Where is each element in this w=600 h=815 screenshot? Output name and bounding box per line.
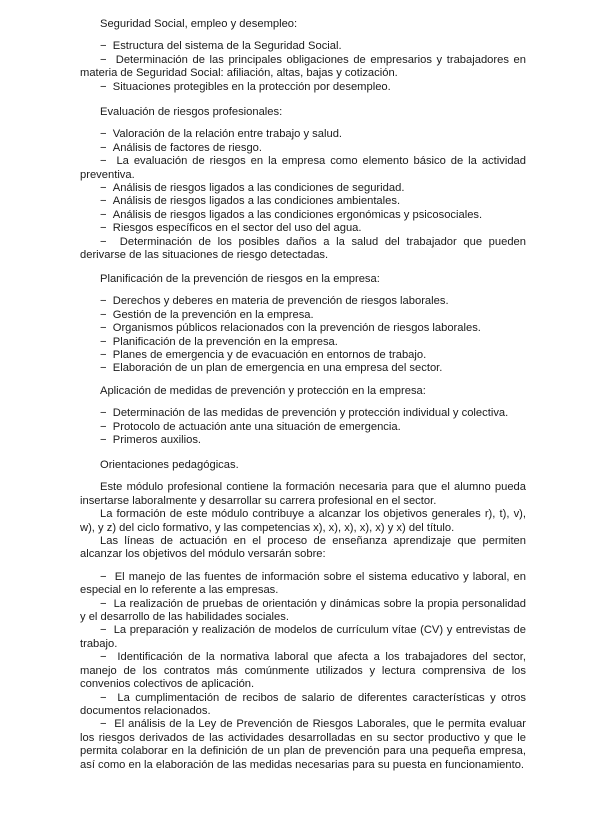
list-item: − Valoración de la relación entre trabajo y salud. bbox=[80, 128, 526, 141]
list-item: − Análisis de factores de riesgo. bbox=[80, 142, 526, 155]
paragraph: La formación de este módulo contribuye a alcanzar los objetivos generales r), t), v), w), y z) del ciclo formativo, y las competencias x), x), x), x), x) y x) del título. bbox=[80, 508, 526, 534]
list-item: − Primeros auxilios. bbox=[80, 434, 526, 447]
list-item: − Derechos y deberes en materia de prevención de riesgos laborales. bbox=[80, 295, 526, 308]
list-item: − La preparación y realización de modelos de currículum vítae (CV) y entrevistas de trabajo. bbox=[80, 624, 526, 651]
bullet-list bbox=[80, 295, 526, 375]
section-planificacion bbox=[80, 273, 526, 376]
section-seguridad-social bbox=[80, 18, 526, 94]
section-orientaciones bbox=[80, 459, 526, 772]
list-item: − Situaciones protegibles en la protección por desempleo. bbox=[80, 81, 526, 94]
list-item: − Determinación de las principales obligaciones de empresarios y trabajadores en materia de Seguridad Social: afiliación, altas, bajas y cotización. bbox=[80, 54, 526, 81]
list-item: − Análisis de riesgos ligados a las condiciones ambientales. bbox=[80, 195, 526, 208]
list-item: − Determinación de los posibles daños a la salud del trabajador que pueden derivarse de las situaciones de riesgo detectadas. bbox=[80, 236, 526, 263]
list-item: − Análisis de riesgos ligados a las condiciones de seguridad. bbox=[80, 182, 526, 195]
list-item: − Identificación de la normativa laboral que afecta a los trabajadores del sector, manejo de los contratos más comúnmente utilizados y lectura comprensiva de los convenios colectivos de aplicación. bbox=[80, 651, 526, 691]
list-item: − Planes de emergencia y de evacuación en entornos de trabajo. bbox=[80, 349, 526, 362]
list-item: − Protocolo de actuación ante una situación de emergencia. bbox=[80, 421, 526, 434]
list-item: − Planificación de la prevención en la empresa. bbox=[80, 336, 526, 349]
list-item: − El manejo de las fuentes de información sobre el sistema educativo y laboral, en especial en lo referente a las empresas. bbox=[80, 571, 526, 598]
list-item: − Análisis de riesgos ligados a las condiciones ergonómicas y psicosociales. bbox=[80, 209, 526, 222]
section-aplicacion-medidas bbox=[80, 385, 526, 448]
bullet-list bbox=[80, 407, 526, 447]
section-evaluacion-riesgos bbox=[80, 106, 526, 262]
paragraph: Este módulo profesional contiene la formación necesaria para que el alumno pueda insertarse laboralmente y desarrollar su carrera profesional en el sector. bbox=[80, 481, 526, 507]
list-item: − Riesgos específicos en el sector del uso del agua. bbox=[80, 222, 526, 235]
list-item: − La realización de pruebas de orientación y dinámicas sobre la propia personalidad y el desarrollo de las habilidades sociales. bbox=[80, 598, 526, 625]
list-item: − Organismos públicos relacionados con la prevención de riesgos laborales. bbox=[80, 322, 526, 335]
bullet-list bbox=[80, 571, 526, 772]
section-heading: Orientaciones pedagógicas. bbox=[100, 459, 239, 471]
list-item: − Estructura del sistema de la Seguridad Social. bbox=[80, 40, 526, 53]
list-item: − Determinación de las medidas de prevención y protección individual y colectiva. bbox=[80, 407, 526, 420]
paragraph: Las líneas de actuación en el proceso de enseñanza aprendizaje que permiten alcanzar los objetivos del módulo versarán sobre: bbox=[80, 535, 526, 561]
section-heading: Seguridad Social, empleo y desempleo: bbox=[100, 18, 298, 30]
section-heading: Evaluación de riesgos profesionales: bbox=[100, 106, 283, 118]
section-heading: Aplicación de medidas de prevención y protección en la empresa: bbox=[100, 385, 426, 397]
list-item: − Elaboración de un plan de emergencia en una empresa del sector. bbox=[80, 362, 526, 375]
list-item: − La cumplimentación de recibos de salario de diferentes características y otros documentos relacionados. bbox=[80, 692, 526, 719]
list-item: − El análisis de la Ley de Prevención de Riesgos Laborales, que le permita evaluar los riesgos derivados de las actividades desarrolladas en su sector productivo y que le permita colaborar en la definición de un plan de prevención para una pequeña empresa, así como en la elaboración de las medidas necesarias para su puesta en funcionamiento. bbox=[80, 718, 526, 772]
list-item: − Gestión de la prevención en la empresa. bbox=[80, 309, 526, 322]
bullet-list bbox=[80, 128, 526, 262]
section-heading: Planificación de la prevención de riesgos en la empresa: bbox=[100, 273, 380, 285]
bullet-list bbox=[80, 40, 526, 94]
list-item: − La evaluación de riesgos en la empresa como elemento básico de la actividad preventiva. bbox=[80, 155, 526, 182]
